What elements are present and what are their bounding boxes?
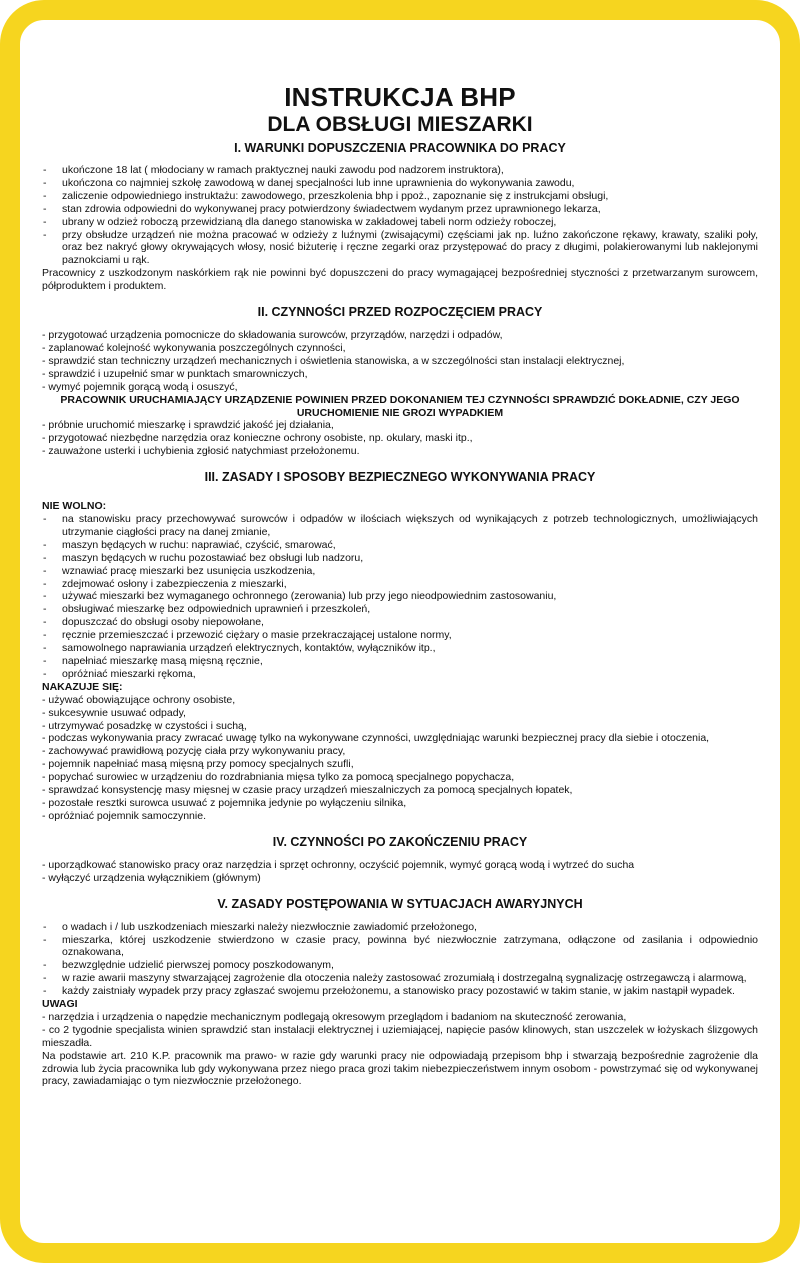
list-item: - ręcznie przemieszczać i przewozić ciężary o masie przekraczającej ustalone normy, — [42, 629, 758, 642]
list-item: - dopuszczać do obsługi osoby niepowołane, — [42, 616, 758, 629]
list-item: - co 2 tygodnie specjalista winien sprawdzić stan instalacji elektrycznej i uziemiającej, napięcie pasów klinowych, stan uszczelek w łożyskach ślizgowych mieszadła. — [42, 1023, 758, 1049]
notes-list — [42, 1011, 758, 1088]
list-item: - sprawdzić stan techniczny urządzeń mechanicznych i oświetlenia stanowiska, a w szczególności stan instalacji elektrycznej, — [42, 354, 625, 367]
section-2-warning: PRACOWNIK URUCHAMIAJĄCY URZĄDZENIE POWINIEN PRZED DOKONANIEM TEJ CZYNNOŚCI SPRAWDZIĆ DOKŁADNIE, CZY JEGO URUCHOMIENIE NIE GROZI WYPADKIEM — [60, 393, 740, 419]
list-item: - opróżniać mieszarki rękoma, — [42, 668, 758, 681]
list-item: - utrzymywać posadzkę w czystości i suchą, — [42, 719, 247, 732]
list-item: - zauważone usterki i uchybienia zgłosić natychmiast przełożonemu. — [42, 445, 360, 458]
list-item: - na stanowisku pracy przechowywać surowców i odpadów w ilościach większych od wynikających z potrzeb technologicznych, umożliwiających utrzymanie ciągłości pracy na danej zmianie, — [42, 513, 758, 539]
section-3-heading: III. ZASADY I SPOSOBY BEZPIECZNEGO WYKONYWANIA PRACY — [204, 470, 596, 485]
list-item: - wyłączyć urządzenia wyłącznikiem (głównym) — [42, 871, 261, 884]
forbidden-list — [42, 513, 758, 681]
section-4-heading: IV. CZYNNOŚCI PO ZAKOŃCZENIU PRACY — [272, 834, 528, 849]
list-item: - sprawdzać konsystencję masy mięsnej w czasie pracy urządzeń mieszalniczych za pomocą specjalnych łopatek, — [42, 784, 573, 797]
list-item: - przygotować niezbędne narzędzia oraz konieczne ochrony osobiste, np. okulary, maski itp., — [42, 432, 473, 445]
section-1-heading: I. WARUNKI DOPUSZCZENIA PRACOWNIKA DO PRACY — [234, 141, 566, 155]
notes-label: UWAGI — [42, 998, 78, 1011]
list-item: - w razie awarii maszyny stwarzającej zagrożenie dla otoczenia należy zastosować zrozumiałą i dostrzegalną sygnalizację ostrzegawczą i alarmową, — [42, 972, 758, 985]
list-item: - używać obowiązujące ochrony osobiste, — [42, 693, 236, 706]
list-item: - maszyn będących w ruchu pozostawiać bez obsługi lub nadzoru, — [42, 552, 758, 565]
required-label: NAKAZUJE SIĘ: — [42, 680, 123, 693]
list-item: - każdy zaistniały wypadek przy pracy zgłaszać swojemu przełożonemu, a stanowisko pracy pozostawić w takim stanie, w jakim nastąpił wypadek. — [42, 985, 758, 998]
section-5-list — [42, 921, 758, 998]
list-item: - zachowywać prawidłową pozycję ciała przy wykonywaniu pracy, — [42, 745, 346, 758]
list-item: - stan zdrowia odpowiedni do wykonywanej pracy potwierdzony świadectwem wydanym przez uprawnionego lekarza, — [42, 203, 758, 216]
list-item: - przy obsłudze urządzeń nie można pracować w odzieży z luźnymi (zwisającymi) częściami jak np. luźno zakończone rękawy, krawaty, szaliki poły, oraz bez nakryć głowy okrywających włosy, nosić biżuterię i ręczne zegarki oraz przystępować do pracy z długimi, polakierowanymi lub naklejonymi paznokciami u rąk. — [42, 229, 758, 268]
list-item: - obsługiwać mieszarkę bez odpowiednich uprawnień i przeszkoleń, — [42, 603, 758, 616]
list-item: - używać mieszarki bez wymaganego ochronnego (zerowania) lub przy jego nieodpowiednim zastosowaniu, — [42, 590, 758, 603]
page-subtitle: DLA OBSŁUGI MIESZARKI — [267, 113, 533, 136]
list-item: - o wadach i / lub uszkodzeniach mieszarki należy niezwłocznie zawiadomić przełożonego, — [42, 921, 758, 934]
list-item: - zaliczenie odpowiedniego instruktażu: zawodowego, przeszkolenia bhp i ppoż., zapoznanie się z instrukcjami obsługi, — [42, 190, 758, 203]
list-item: - pojemnik napełniać masą mięsną przy pomocy specjalnych szufli, — [42, 758, 354, 771]
section-5-heading: V. ZASADY POSTĘPOWANIA W SYTUACJACH AWARYJNYCH — [217, 896, 583, 911]
required-list — [42, 694, 758, 823]
list-item: - zdejmować osłony i zabezpieczenia z mieszarki, — [42, 578, 758, 591]
list-item: - narzędzia i urządzenia o napędzie mechanicznym podlegają okresowym przeglądom i badaniom na skuteczność zerowania, — [42, 1010, 627, 1023]
section-1-note: Pracownicy z uszkodzonym naskórkiem rąk nie powinni być dopuszczeni do pracy wymagającej bezpośredniej styczności z przetwarzanym surowcem, półproduktem i produktem. — [42, 267, 758, 293]
instruction-document — [42, 82, 758, 1088]
forbidden-label: NIE WOLNO: — [42, 500, 107, 513]
list-item: - przygotować urządzenia pomocnicze do składowania surowców, przyrządów, narzędzi i odpadów, — [42, 329, 503, 342]
legal-note: Na podstawie art. 210 K.P. pracownik ma prawo- w razie gdy warunki pracy nie odpowiadają przepisom bhp i stwarzają bezpośrednie zagrożenie dla zdrowia lub życia pracownika lub gdy wykonywana przez niego praca grozi takim niebezpieczeństwem innym osobom - powstrzymać się od wykonywanej pracy, zawiadamiając o tym niezwłocznie przełożonego. — [42, 1049, 758, 1088]
list-item: - napełniać mieszarkę masą mięsną ręcznie, — [42, 655, 758, 668]
list-item: - ubrany w odzież roboczą przewidzianą dla danego stanowiska w zakładowej tabeli norm odzieży roboczej, — [42, 216, 758, 229]
list-item: - wymyć pojemnik gorącą wodą i osuszyć, — [42, 380, 238, 393]
list-item: - maszyn będących w ruchu: naprawiać, czyścić, smarować, — [42, 539, 758, 552]
list-item: - próbnie uruchomić mieszarkę i sprawdzić jakość jej działania, — [42, 419, 334, 432]
section-4-lines — [42, 859, 758, 885]
list-item: - uporządkować stanowisko pracy oraz narzędzia i sprzęt ochronny, oczyścić pojemnik, wymyć gorącą wodą i wytrzeć do sucha — [42, 858, 635, 871]
list-item: - pozostałe resztki surowca usuwać z pojemnika jedynie po wyłączeniu silnika, — [42, 796, 407, 809]
list-item: - bezwzględnie udzielić pierwszej pomocy poszkodowanym, — [42, 959, 758, 972]
section-2-lines-after — [42, 419, 758, 458]
section-2-lines — [42, 329, 758, 394]
list-item: - ukończona co najmniej szkołę zawodową w danej specjalności lub inne uprawnienia do wykonywania zawodu, — [42, 177, 758, 190]
section-1-list — [42, 164, 758, 267]
list-item: - popychać surowiec w urządzeniu do rozdrabniania mięsa tylko za pomocą specjalnego popychacza, — [42, 771, 515, 784]
page-title: INSTRUKCJA BHP — [284, 82, 516, 112]
list-item: - opróżniać pojemnik samoczynnie. — [42, 809, 206, 822]
list-item: - sprawdzić i uzupełnić smar w punktach smarowniczych, — [42, 367, 308, 380]
list-item: - podczas wykonywania pracy zwracać uwagę tylko na wykonywane czynności, uwzględniając warunki bezpiecznej pracy dla siebie i otoczenia, — [42, 732, 710, 745]
list-item: - ukończone 18 lat ( młodociany w ramach praktycznej nauki zawodu pod nadzorem instruktora), — [42, 164, 758, 177]
list-item: - sukcesywnie usuwać odpady, — [42, 706, 186, 719]
section-2-heading: II. CZYNNOŚCI PRZED ROZPOCZĘCIEM PRACY — [257, 305, 543, 320]
list-item: - wznawiać pracę mieszarki bez usunięcia uszkodzenia, — [42, 565, 758, 578]
list-item: - samowolnego naprawiania urządzeń elektrycznych, kontaktów, wyłączników itp., — [42, 642, 758, 655]
list-item: - zaplanować kolejność wykonywania poszczególnych czynności, — [42, 341, 346, 354]
list-item: - mieszarka, której uszkodzenie stwierdzono w czasie pracy, powinna być niezwłocznie zatrzymana, odłączone od zasilania i odpowiednio oznakowana, — [42, 934, 758, 960]
